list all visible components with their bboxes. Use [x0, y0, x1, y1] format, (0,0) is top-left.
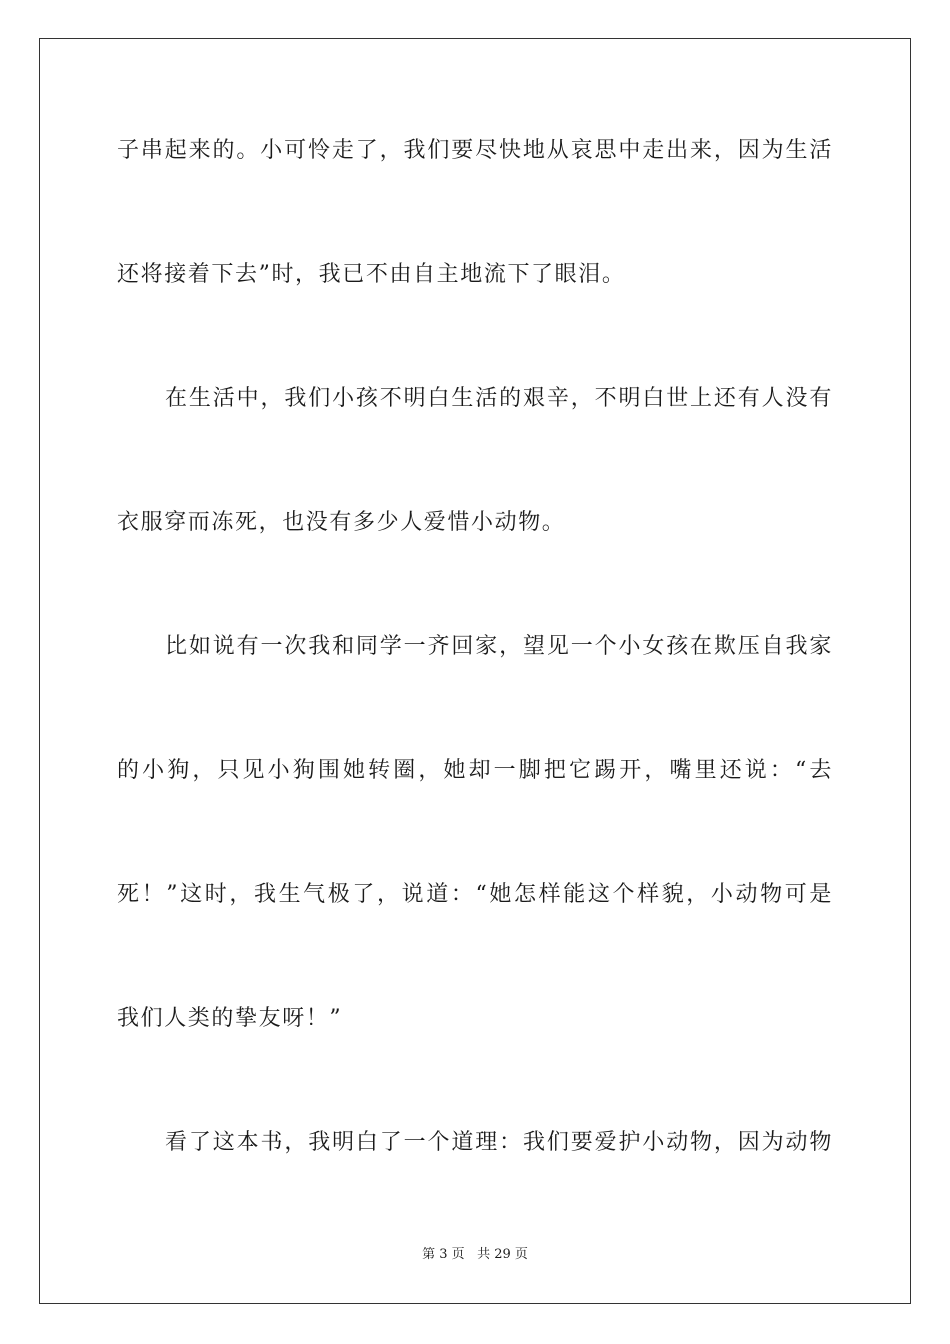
page-total: 共 29 页: [477, 1247, 528, 1262]
text-line-9: 看了这本书，我明白了一个道理：我们要爱护小动物，因为动物: [165, 1130, 833, 1155]
text-line-3: 在生活中，我们小孩不明白生活的艰辛，不明白世上还有人没有: [165, 386, 833, 411]
text-line-2: 还将接着下去”时，我已不由自主地流下了眼泪。: [117, 262, 626, 287]
text-line-4: 衣服穿而冻死，也没有多少人爱惜小动物。: [117, 510, 566, 535]
text-line-6: 的小狗，只见小狗围她转圈，她却一脚把它踢开，嘴里还说：“去: [117, 758, 833, 783]
page-border: [39, 38, 911, 1304]
text-line-7: 死！”这时，我生气极了，说道：“她怎样能这个样貌，小动物可是: [117, 882, 833, 907]
text-line-8: 我们人类的挚友呀！”: [117, 1006, 343, 1031]
text-line-1: 子串起来的。小可怜走了，我们要尽快地从哀思中走出来，因为生活: [117, 138, 833, 163]
text-line-5: 比如说有一次我和同学一齐回家，望见一个小女孩在欺压自我家: [165, 634, 833, 659]
page-footer: [0, 1246, 950, 1264]
page-number: 第 3 页: [422, 1247, 465, 1262]
